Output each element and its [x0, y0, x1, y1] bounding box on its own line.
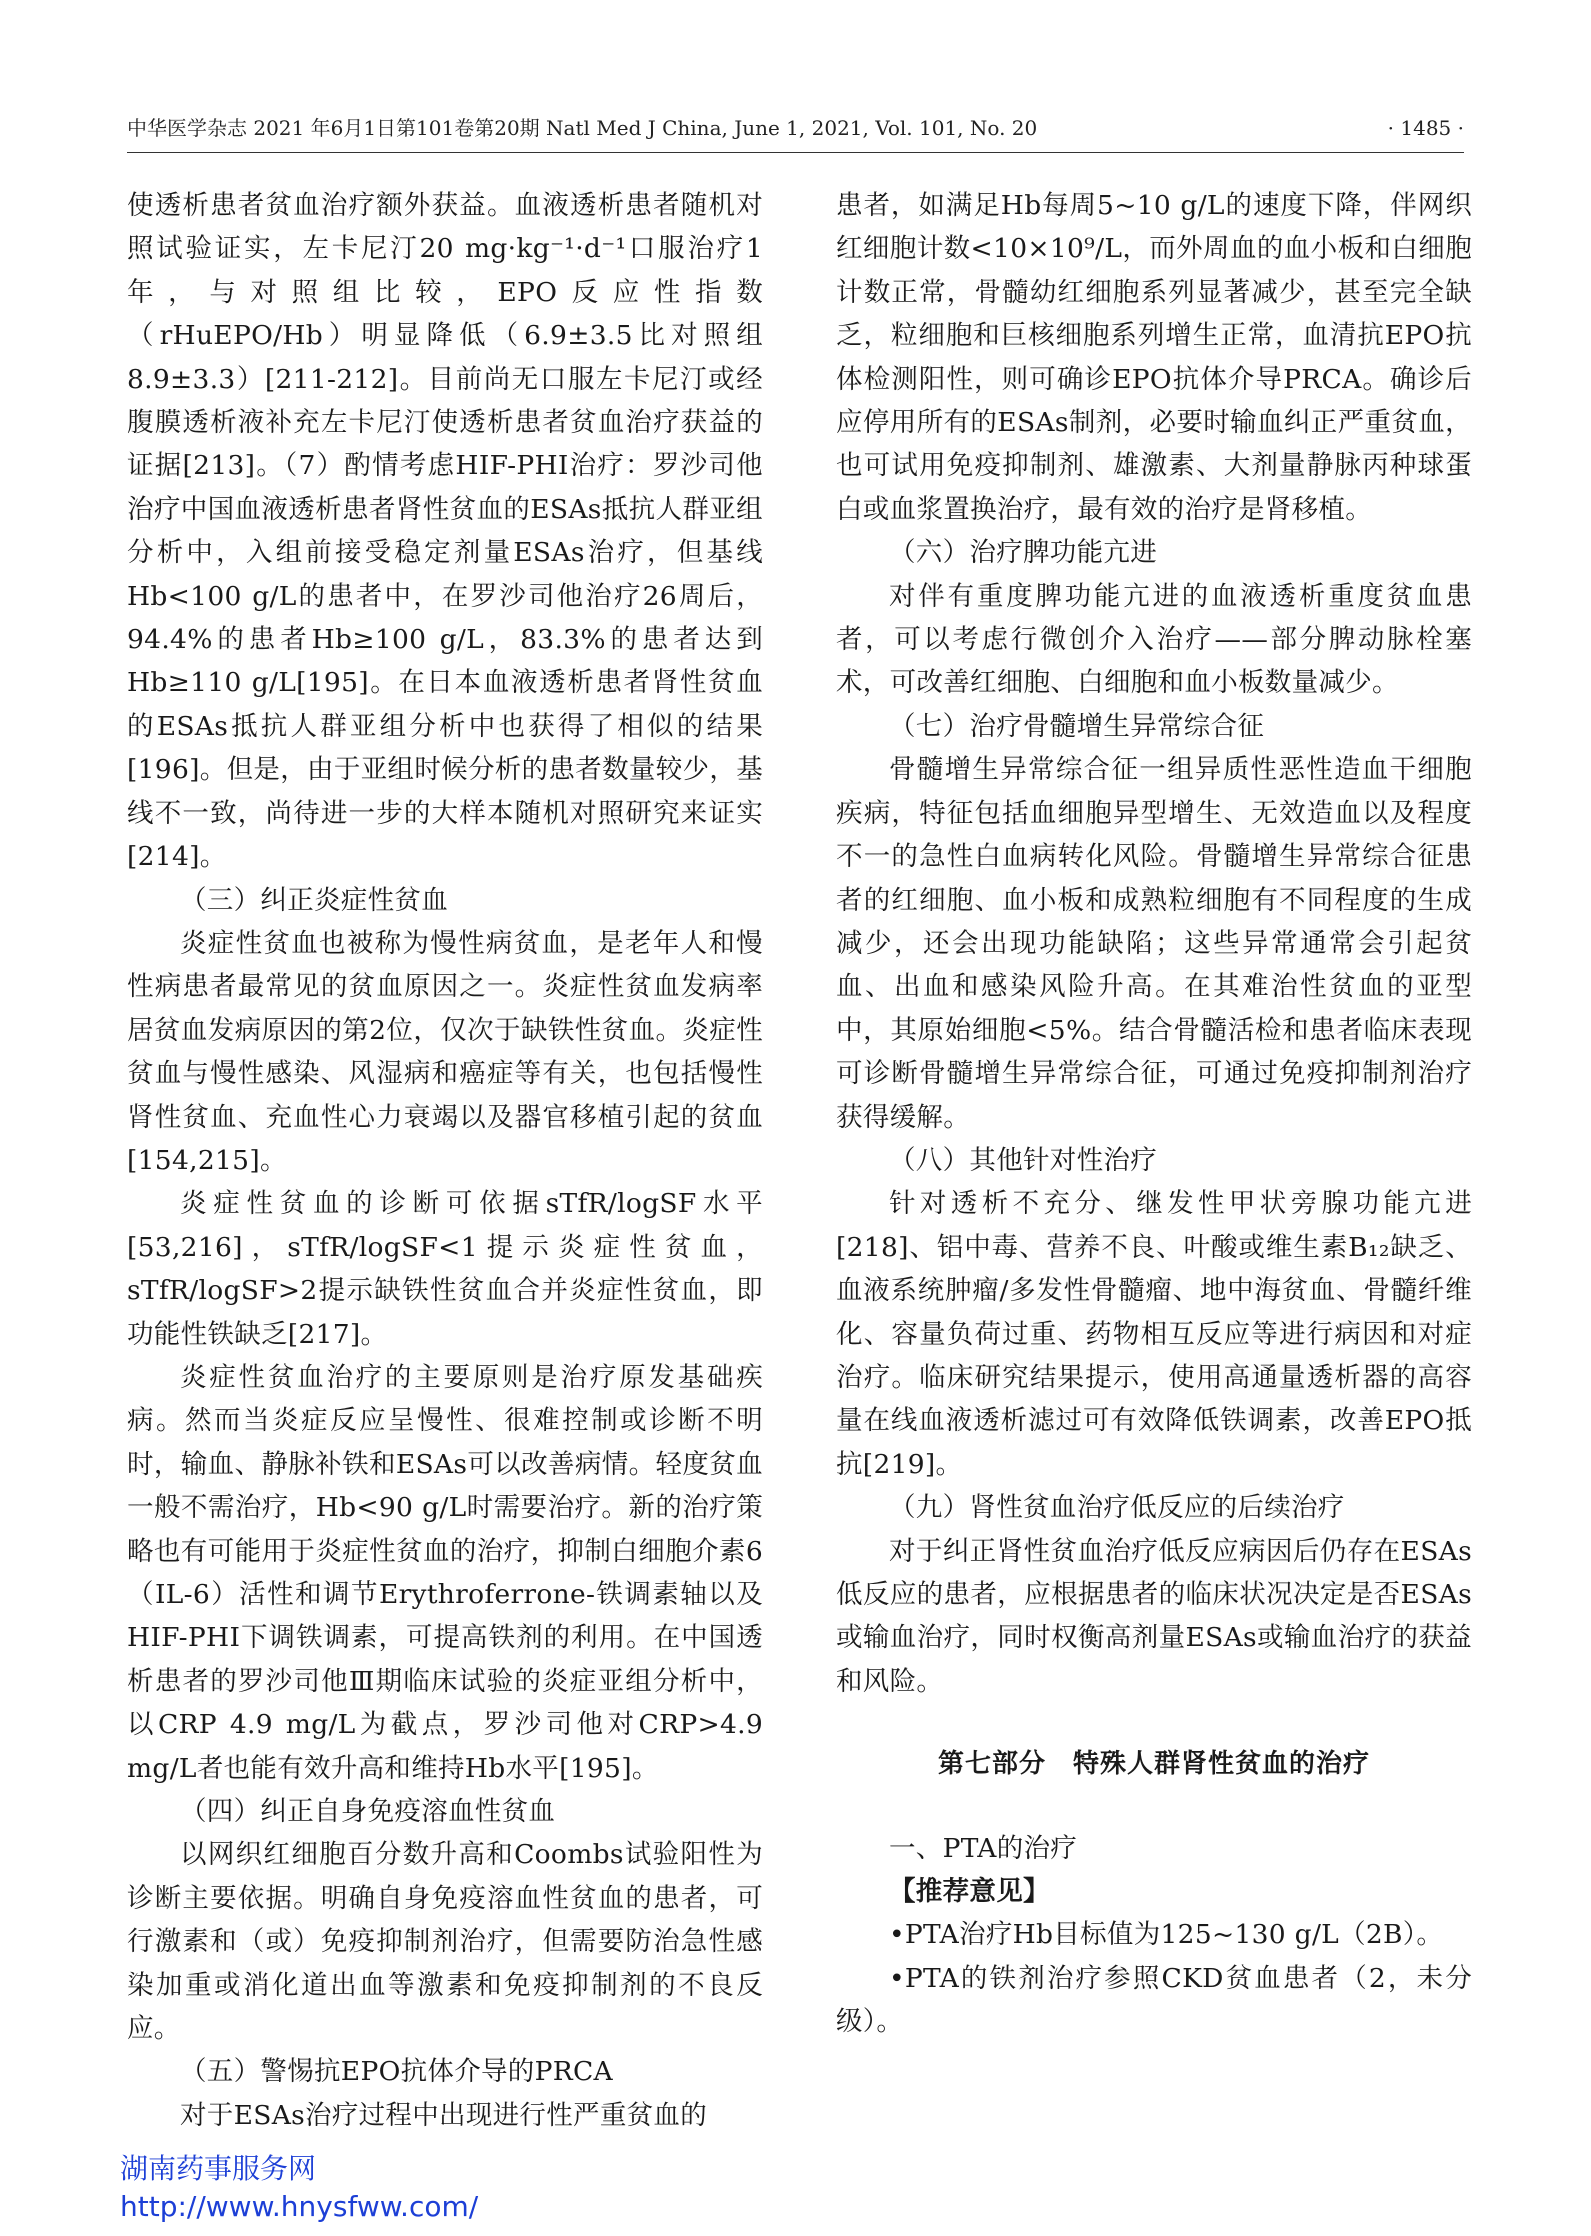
paragraph: 患者，如满足Hb每周5~10 g/L的速度下降，伴网织红细胞计数<10×10⁹/L，而外周血的血小板和白细胞计数正常，骨髓幼红细胞系列显著减少，甚至完全缺乏，粒细胞和巨核细胞系列增生正常，血清抗EPO抗体检测阳性，则可确诊EPO抗体介导PRCA。确诊后应停用所有的ESAs制剂，必要时输血纠正严重贫血，也可试用免疫抑制剂、雄激素、大剂量静脉丙种球蛋白或血浆置换治疗，最有效的治疗是肾移植。 — [836, 190, 1472, 525]
paragraph: 对于纠正肾性贫血治疗低反应病因后仍存在ESAs低反应的患者，应根据患者的临床状况决定是否ESAs或输血治疗，同时权衡高剂量ESAs或输血治疗的获益和风险。 — [836, 1535, 1472, 1697]
paragraph: 对于ESAs治疗过程中出现进行性严重贫血的 — [180, 2099, 708, 2131]
watermark — [120, 2150, 478, 2226]
watermark-url: http://www.hnysfww.com/ — [120, 2190, 479, 2223]
page-number: · 1485 · — [1387, 116, 1464, 140]
left-column — [127, 184, 763, 2137]
paragraph: 骨髓增生异常综合征一组异质性恶性造血干细胞疾病，特征包括血细胞异型增生、无效造血以及程度不一的急性白血病转化风险。骨髓增生异常综合征患者的红细胞、血小板和成熟粒细胞有不同程度的生成减少，还会出现功能缺陷；这些异常通常会引起贫血、出血和感染风险升高。在其难治性贫血的亚型中，其原始细胞<5%。结合骨髓活检和患者临床表现可诊断骨髓增生异常综合征，可通过免疫抑制剂治疗获得缓解。 — [836, 754, 1472, 1133]
paragraph: 炎症性贫血治疗的主要原则是治疗原发基础疾病。然而当炎症反应呈慢性、很难控制或诊断不明时，输血、静脉补铁和ESAs可以改善病情。轻度贫血一般不需治疗，Hb<90 g/L时需要治疗。新的治疗策略也有可能用于炎症性贫血的治疗，抑制白细胞介素6（IL-6）活性和调节Erythroferrone-铁调素轴以及HIF-PHI下调铁调素，可提高铁剂的利用。在中国透析患者的罗沙司他Ⅲ期临床试验的炎症亚组分析中，以CRP 4.9 mg/L为截点，罗沙司他对CRP>4.9 mg/L者也能有效升高和维持Hb水平[195]。 — [127, 1361, 763, 1784]
paragraph: 对伴有重度脾功能亢进的血液透析重度贫血患者，可以考虑行微创介入治疗——部分脾动脉栓塞术，可改善红细胞、白细胞和血小板数量减少。 — [836, 580, 1472, 699]
watermark-site-name: 湖南药事服务网 — [120, 2152, 317, 2185]
right-column — [836, 184, 1472, 2044]
running-header — [127, 112, 1464, 153]
part-title: 第七部分 特殊人群肾性贫血的治疗 — [937, 1749, 1370, 1780]
section-heading: （四）纠正自身免疫溶血性贫血 — [180, 1796, 556, 1828]
paragraph: 炎症性贫血的诊断可依据sTfR/logSF水平[53,216]，sTfR/logSF<1提示炎症性贫血，sTfR/logSF>2提示缺铁性贫血合并炎症性贫血，即功能性铁缺乏[217]。 — [127, 1188, 763, 1350]
paragraph: 针对透析不充分、继发性甲状旁腺功能亢进[218]、铝中毒、营养不良、叶酸或维生素B₁₂缺乏、血液系统肿瘤/多发性骨髓瘤、地中海贫血、骨髓纤维化、容量负荷过重、药物相互反应等进行病因和对症治疗。临床研究结果提示，使用高通量透析器的高容量在线血液透析滤过可有效降低铁调素，改善EPO抵抗[219]。 — [836, 1188, 1472, 1480]
paragraph: 使透析患者贫血治疗额外获益。血液透析患者随机对照试验证实，左卡尼汀20 mg·kg⁻¹·d⁻¹口服治疗1年，与对照组比较，EPO反应性指数（rHuEPO/Hb）明显降低（6.9±3.5比对照组8.9±3.3）[211-212]。目前尚无口服左卡尼汀或经腹膜透析液补充左卡尼汀使透析患者贫血治疗获益的证据[213]。（7）酌情考虑HIF-PHI治疗：罗沙司他治疗中国血液透析患者肾性贫血的ESAs抵抗人群亚组分析中，入组前接受稳定剂量ESAs治疗，但基线Hb<100 g/L的患者中，在罗沙司他治疗26周后，94.4%的患者Hb≥100 g/L，83.3%的患者达到Hb≥110 g/L[195]。在日本血液透析患者肾性贫血的ESAs抵抗人群亚组分析中也获得了相似的结果[196]。但是，由于亚组时候分析的患者数量较少，基线不一致，尚待进一步的大样本随机对照研究来证实[214]。 — [127, 190, 763, 873]
section-heading: （八）其他针对性治疗 — [889, 1144, 1157, 1176]
section-heading: （五）警惕抗EPO抗体介导的PRCA — [180, 2056, 613, 2088]
paragraph: 炎症性贫血也被称为慢性病贫血，是老年人和慢性病患者最常见的贫血原因之一。炎症性贫血发病率居贫血发病原因的第2位，仅次于缺铁性贫血。炎症性贫血与慢性感染、风湿病和癌症等有关，也包括慢性肾性贫血、充血性心力衰竭以及器官移植引起的贫血[154,215]。 — [127, 927, 763, 1176]
section-heading: （七）治疗骨髓增生异常综合征 — [889, 710, 1265, 742]
paragraph: 以网织红细胞百分数升高和Coombs试验阳性为诊断主要依据。明确自身免疫溶血性贫血的患者，可行激素和（或）免疫抑制剂治疗，但需要防治急性感染加重或消化道出血等激素和免疫抑制剂的不良反应。 — [127, 1839, 763, 2045]
recommendation-label: 【推荐意见】 — [889, 1876, 1050, 1908]
section-heading: （六）治疗脾功能亢进 — [889, 537, 1157, 569]
section-heading: 一、PTA的治疗 — [889, 1832, 1078, 1864]
section-heading: （三）纠正炎症性贫血 — [180, 884, 448, 916]
recommendation-item: •PTA治疗Hb目标值为125~130 g/L（2B）。 — [889, 1919, 1444, 1951]
journal-citation: 中华医学杂志 2021 年6月1日第101卷第20期 Natl Med J China, June 1, 2021, Vol. 101, No. 20 — [127, 116, 1038, 140]
recommendation-item: •PTA的铁剂治疗参照CKD贫血患者（2，未分级）。 — [836, 1962, 1472, 2038]
section-heading: （九）肾性贫血治疗低反应的后续治疗 — [889, 1492, 1345, 1524]
